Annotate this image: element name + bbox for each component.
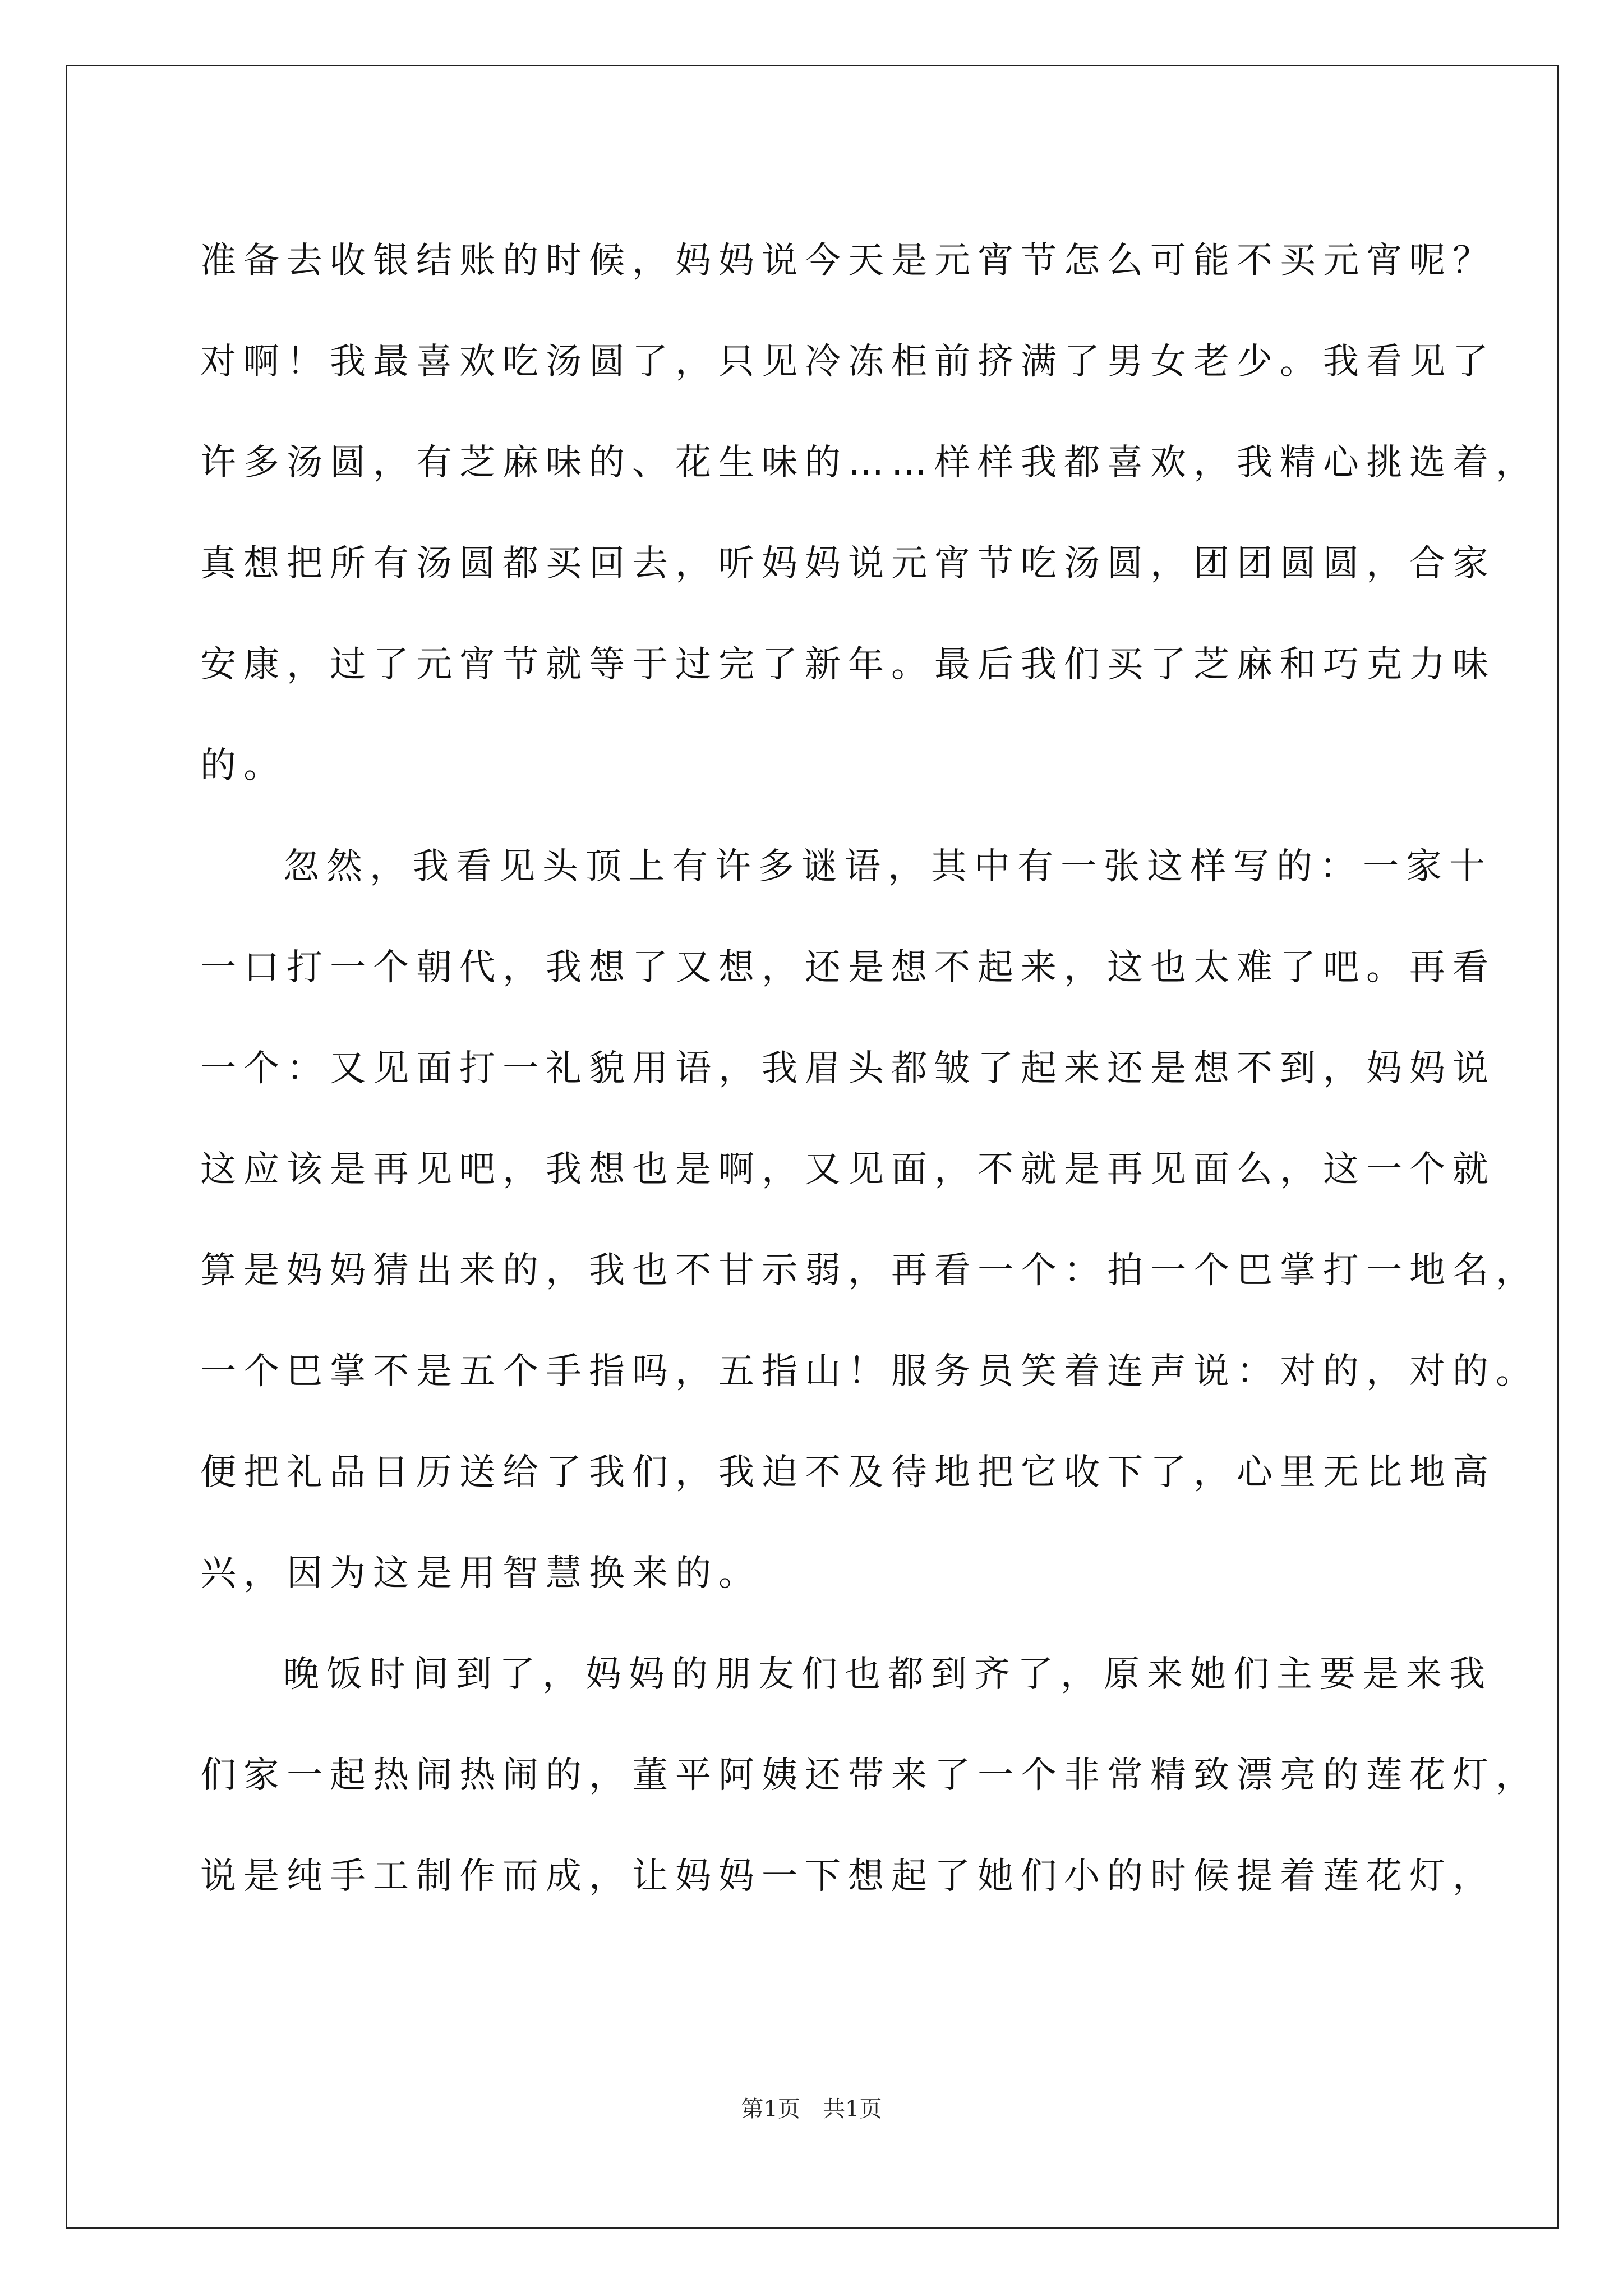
text-line: 一口打一个朝代，我想了又想，还是想不起来，这也太难了吧。再看 (200, 947, 1496, 988)
text-line: 一个：又见面打一礼貌用语，我眉头都皱了起来还是想不到，妈妈说 (200, 1048, 1496, 1089)
text-line: 这应该是再见吧，我想也是啊，又见面，不就是再见面么，这一个就 (200, 1149, 1496, 1190)
text-line: 兴，因为这是用智慧换来的。 (200, 1553, 762, 1594)
text-line: 忽然，我看见头顶上有许多谜语，其中有一张这样写的：一家十 (283, 846, 1492, 887)
text-line: 晚饭时间到了，妈妈的朋友们也都到齐了，原来她们主要是来我 (283, 1654, 1492, 1695)
text-line: 的。 (200, 745, 287, 786)
text-line: 算是妈妈猜出来的，我也不甘示弱，再看一个：拍一个巴掌打一地名， (200, 1250, 1539, 1291)
text-line: 安康，过了元宵节就等于过完了新年。最后我们买了芝麻和巧克力味 (200, 644, 1496, 685)
text-line: 们家一起热闹热闹的，董平阿姨还带来了一个非常精致漂亮的莲花灯， (200, 1755, 1539, 1796)
text-line: 便把礼品日历送给了我们，我迫不及待地把它收下了，心里无比地高 (200, 1452, 1496, 1493)
text-line: 准备去收银结账的时候，妈妈说今天是元宵节怎么可能不买元宵呢？ (200, 240, 1496, 282)
text-line: 许多汤圆，有芝麻味的、花生味的……样样我都喜欢，我精心挑选着， (200, 442, 1539, 484)
document-body (200, 210, 1539, 1927)
text-line: 真想把所有汤圆都买回去，听妈妈说元宵节吃汤圆，团团圆圆，合家 (200, 543, 1496, 585)
page-footer: 第1页 共1页 (741, 2096, 882, 2122)
text-line: 对啊！我最喜欢吃汤圆了，只见冷冻柜前挤满了男女老少。我看见了 (200, 341, 1496, 383)
text-line: 一个巴掌不是五个手指吗，五指山！服务员笑着连声说：对的，对的。 (200, 1351, 1539, 1392)
text-line: 说是纯手工制作而成，让妈妈一下想起了她们小的时候提着莲花灯， (200, 1856, 1496, 1897)
